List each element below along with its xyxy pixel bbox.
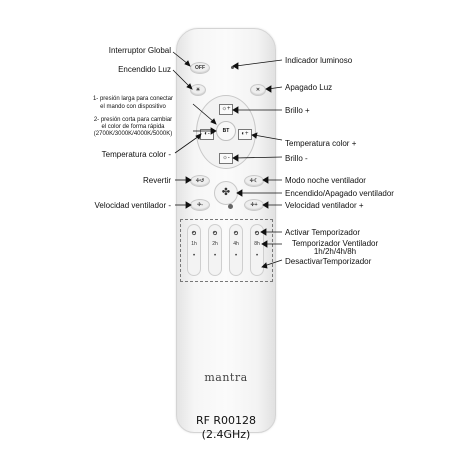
label-fan-on-off: Encendido/Apagado ventilador [285,189,394,198]
label-short-press-2: el color de forma rápida [101,124,165,130]
label-short-press-3: (2700K/3000K/4000K/5000K) [93,131,173,137]
label-short-press-1: 2- presión corta para cambiar [93,117,173,123]
model-frequency: (2.4GHz) [201,428,251,441]
label-color-temp-up: Temperatura color + [285,139,357,148]
timer-label-8h: 8h [254,241,260,247]
label-brightness-up: Brillo + [285,106,310,115]
timer-icon: ⏲ [191,231,197,237]
label-fan-speed-up: Velocidad ventilador + [285,201,364,210]
timer-dot-icon: • [234,253,238,259]
model-number: RF R00128 [195,414,257,427]
color-temp-down-button[interactable]: ◐- [200,129,214,140]
label-light-on: Encendido Luz [118,65,171,74]
label-fan-timer-2: 1h/2h/4h/8h [313,247,357,256]
brightness-up-button[interactable]: ☼+ [219,104,233,115]
label-long-press-1: 1- presión larga para conectar [92,96,174,102]
fan-reverse-icon: ✢↺ [195,178,205,184]
label-reverse: Revertir [142,176,171,185]
bt-label: BT [222,128,230,134]
label-fan-timer-1: Temporizador Ventilador [291,239,379,248]
brand-logo: mantra [204,371,248,384]
timer-dot-icon: • [213,253,217,259]
fan-plus-icon: ✢+ [250,202,258,208]
master-switch-button[interactable]: OFF [190,62,210,74]
timer-dot-icon: • [192,253,196,259]
label-activate-timer: Activar Temporizador [285,228,360,237]
fan-minus-icon: ✢- [197,202,203,208]
timer-icon: ⏲ [254,231,260,237]
label-fan-night-mode: Modo noche ventilador [285,176,366,185]
timer-icon: ⏲ [233,231,239,237]
label-brightness-down: Brillo - [285,154,308,163]
timer-icon: ⏲ [212,231,218,237]
label-light-off: Apagado Luz [285,83,333,92]
label-deactivate-timer: DesactivarTemporizador [285,257,372,266]
timer-label-2h: 2h [212,241,218,247]
fan-icon: ✤ [221,187,231,198]
label-fan-speed-down: Velocidad ventilador - [94,201,171,210]
brightness-down-button[interactable]: ☼- [219,153,233,164]
label-long-press-2: el mando con dispositivo [100,104,166,110]
bulb-off-icon: ✕ [255,87,261,93]
color-temp-up-button[interactable]: ◐+ [238,129,252,140]
bulb-icon: ☀ [195,87,201,93]
fan-moon-icon: ✢☾ [249,178,259,184]
label-color-temp-down: Temperatura color - [101,150,171,159]
timer-label-4h: 4h [233,241,239,247]
timer-label-1h: 1h [191,241,197,247]
timer-dot-icon: • [255,253,259,259]
label-master-switch: Interruptor Global [108,46,171,55]
label-indicator: Indicador luminoso [285,56,353,65]
